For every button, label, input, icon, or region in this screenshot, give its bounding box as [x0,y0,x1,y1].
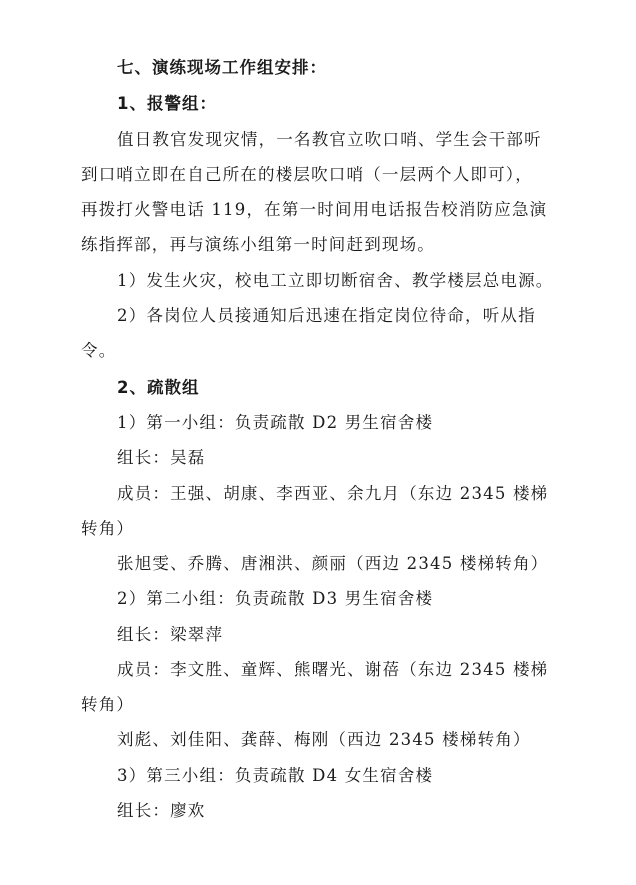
alarm-item-2: 2）各岗位人员接通知后迅速在指定岗位待命，听从指 [117,306,536,325]
alarm-paragraph-line: 到口哨立即在自己所在的楼层吹口哨（一层两个人即可）， [81,165,533,184]
alarm-paragraph-line: 值日教官发现灾情，一名教官立吹口哨、学生会干部听 [117,130,542,149]
alarm-item-1: 1）发生火灾，校电工立即切断宿舍、教学楼层总电源。 [117,271,554,290]
subgroup-2-members-west: 刘彪、刘佳阳、龚薛、梅刚（西边 2345 楼梯转角） [117,730,531,749]
subgroup-1-title: 1）第一小组：负责疏散 D2 男生宿舍楼 [117,413,434,432]
subgroup-2-title: 2）第二小组：负责疏散 D3 男生宿舍楼 [117,589,434,608]
subgroup-2-members-cont: 转角） [81,695,135,714]
evacuation-group-heading: 2、疏散组 [117,378,200,397]
alarm-paragraph-line: 练指挥部，再与演练小组第一时间赶到现场。 [81,235,435,254]
subgroup-1-members-cont: 转角） [81,519,135,538]
subgroup-1-members-west: 张旭雯、乔腾、唐湘洪、颜丽（西边 2345 楼梯转角） [117,554,549,573]
subgroup-1-leader: 组长：吴磊 [117,448,206,467]
subgroup-1-members: 成员：王强、胡康、李西亚、余九月（东边 2345 楼梯 [117,484,549,503]
section-title: 七、演练现场工作组安排： [117,58,327,77]
alarm-item-2-cont: 令。 [81,341,117,360]
subgroup-2-members: 成员：李文胜、童辉、熊曙光、谢蓓（东边 2345 楼梯 [117,660,549,679]
subgroup-2-leader: 组长：梁翠萍 [117,625,224,644]
alarm-group-heading: 1、报警组： [117,94,217,113]
subgroup-3-title: 3）第三小组：负责疏散 D4 女生宿舍楼 [117,766,434,785]
subgroup-3-leader: 组长：廖欢 [117,801,206,820]
alarm-paragraph-line: 再拨打火警电话 119，在第一时间用电话报告校消防应急演 [81,200,548,219]
